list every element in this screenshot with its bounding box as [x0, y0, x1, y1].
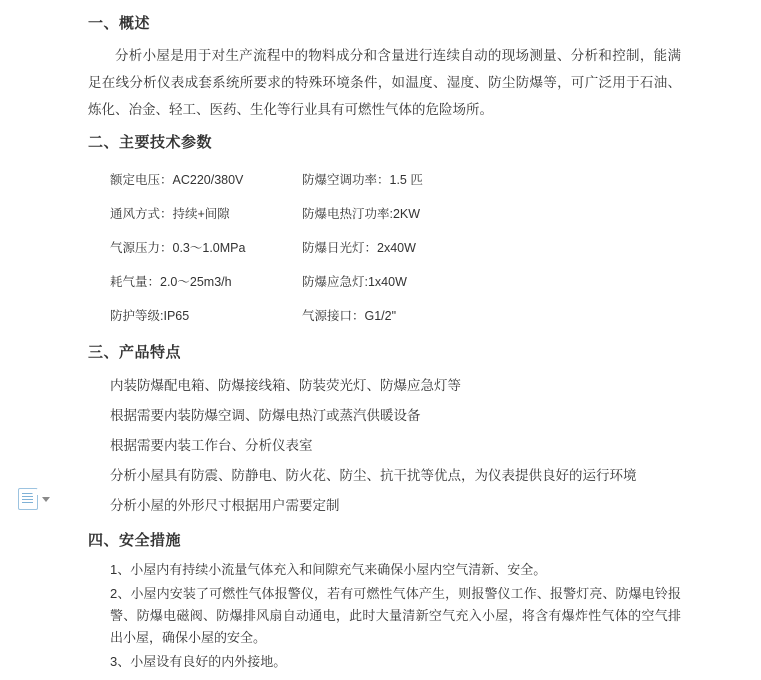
spec-right-1: 防爆电热汀功率:2KW	[302, 207, 421, 221]
table-row	[88, 231, 423, 265]
chevron-down-icon[interactable]	[42, 497, 50, 502]
specifications-table	[88, 163, 423, 333]
spec-right-0: 防爆空调功率：1.5 匹	[302, 173, 423, 187]
table-row	[88, 163, 423, 197]
list-item: 3、小屋设有良好的内外接地。	[110, 654, 287, 669]
list-item: 根据需要内装防爆空调、防爆电热汀或蒸汽供暖设备	[110, 408, 421, 423]
table-row	[88, 299, 423, 333]
safety-list	[88, 559, 681, 673]
section-overview	[88, 12, 681, 123]
list-item: 根据需要内装工作台、分析仪表室	[110, 438, 313, 453]
list-item: 分析小屋的外形尺寸根据用户需要定制	[110, 498, 340, 513]
list-item: 分析小屋具有防震、防静电、防火花、防尘、抗干扰等优点，为仪表提供良好的运行环境	[110, 468, 637, 483]
spec-left-3: 耗气量：2.0～25m3/h	[110, 275, 232, 289]
overview-paragraph: 分析小屋是用于对生产流程中的物料成分和含量进行连续自动的现场测量、分析和控制，能满足在线分析仪表成套系统所要求的特殊环境条件，如温度、湿度、防尘防爆等，可广泛用于石油、炼化、冶金、轻工、医药、生化等行业具有可燃性气体的危险场所。	[88, 48, 681, 117]
spec-right-3: 防爆应急灯:1x40W	[302, 275, 407, 289]
section-title-overview: 一、概述	[88, 15, 151, 32]
document-icon[interactable]	[18, 488, 38, 510]
section-specifications	[88, 131, 681, 333]
table-row	[88, 197, 423, 231]
list-item: 2、小屋内安装了可燃性气体报警仪，若有可燃性气体产生，则报警仪工作、报警灯亮、防爆电铃报警、防爆电磁阀、防爆排风扇自动通电，此时大量清新空气充入小屋，将含有爆炸性气体的空气排出小屋，确保小屋的安全。	[110, 586, 681, 645]
side-tool[interactable]	[18, 488, 50, 510]
list-item: 1、小屋内有持续小流量气体充入和间隙充气来确保小屋内空气清新、安全。	[110, 562, 547, 577]
spec-left-1: 通风方式：持续+间隙	[110, 207, 230, 221]
section-safety	[88, 529, 681, 673]
feature-list	[88, 371, 681, 521]
section-title-specifications: 二、主要技术参数	[88, 134, 213, 151]
spec-left-0: 额定电压：AC220/380V	[110, 173, 244, 187]
section-features	[88, 341, 681, 521]
spec-left-2: 气源压力：0.3～1.0MPa	[110, 241, 246, 255]
table-row	[88, 265, 423, 299]
list-item: 内装防爆配电箱、防爆接线箱、防装荧光灯、防爆应急灯等	[110, 378, 461, 393]
spec-right-4: 气源接口：G1/2"	[302, 309, 397, 323]
spec-left-4: 防护等级:IP65	[110, 309, 190, 323]
spec-right-2: 防爆日光灯：2x40W	[302, 241, 416, 255]
section-title-features: 三、产品特点	[88, 344, 182, 361]
section-title-safety: 四、安全措施	[88, 532, 182, 549]
